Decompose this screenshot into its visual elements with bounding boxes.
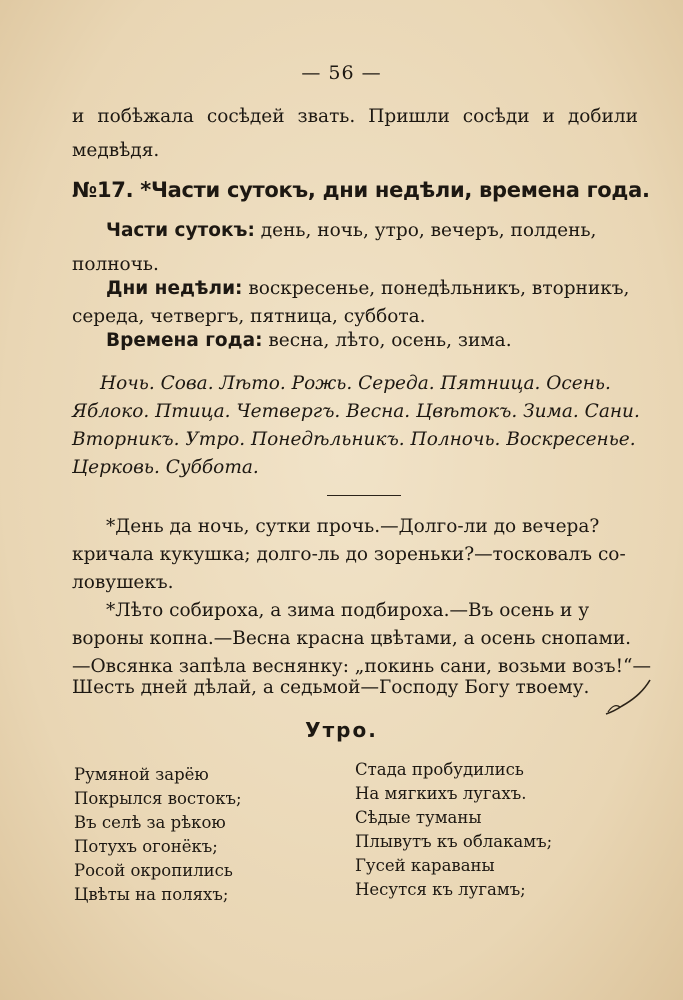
poem-left-line: Росой окропились	[74, 861, 233, 880]
word: и	[72, 106, 85, 127]
poem-title: Утро.	[305, 718, 378, 742]
poem-right-line: Стада пробудились	[355, 760, 524, 779]
parts-of-day-line	[106, 220, 596, 241]
proverb-2-line-1: *Лѣто собироха, а зима подбироха.—Въ осень и у	[106, 600, 590, 621]
proverb-1-line-1: *День да ночь, сутки прочь.—Долго-ли до вечера?	[106, 516, 600, 537]
proverb-2-line-2: вороны копна.—Весна красна цвѣтами, а осень снопами.	[72, 628, 632, 649]
poem-right-line: Несутся къ лугамъ;	[355, 880, 526, 899]
seasons-label: Времена года:	[106, 330, 263, 351]
word: сосѣди	[462, 106, 530, 127]
poem-right-line: Плывутъ къ облакамъ;	[355, 832, 553, 851]
days-of-week-label: Дни недѣли:	[106, 278, 243, 299]
italic-words-line-2: Яблоко. Птица. Четвергъ. Весна. Цвѣтокъ. Зима. Сани.	[72, 401, 640, 422]
word: сосѣдей	[206, 106, 285, 127]
poem-left-line: Румяной зарёю	[74, 765, 209, 784]
poem-left-line: Въ селѣ за рѣкою	[74, 813, 226, 832]
parts-of-day-line-2: полночь.	[72, 254, 159, 275]
poem-left-line: Цвѣты на поляхъ;	[74, 885, 229, 904]
proverb-1-line-3: ловушекъ.	[72, 572, 174, 593]
word: звать.	[297, 106, 356, 127]
days-of-week-text: воскресенье, понедѣльникъ, вторникъ,	[248, 278, 630, 299]
parts-of-day-text: день, ночь, утро, вечеръ, полдень,	[260, 220, 597, 241]
days-of-week-line-2: середа, четвергъ, пятница, суббота.	[72, 306, 426, 327]
intro-line-1	[72, 106, 638, 127]
page-number: — 56 —	[301, 62, 382, 84]
word: добили	[567, 106, 638, 127]
poem-right-line: Гусей караваны	[355, 856, 495, 875]
seasons-text: весна, лѣто, осень, зима.	[268, 330, 512, 351]
poem-left-line: Потухъ огонёкъ;	[74, 837, 218, 856]
seasons-line	[106, 330, 512, 351]
word: Пришли	[368, 106, 450, 127]
section-heading: №17. *Части сутокъ, дни недѣли, времена года.	[72, 178, 650, 202]
proverb-2-line-3: —Овсянка запѣла веснянку: „покинь сани, возьми возъ!“—	[72, 656, 651, 677]
days-of-week-line	[106, 278, 629, 299]
parts-of-day-label: Части сутокъ:	[106, 220, 255, 241]
proverb-2-line-4: Шесть дней дѣлай, а седьмой—Господу Богу твоему.	[72, 677, 590, 698]
word: и	[542, 106, 555, 127]
proverb-1-line-2: кричала кукушка; долго-ль до зореньки?—тосковалъ со-	[72, 544, 626, 565]
poem-left-line: Покрылся востокъ;	[74, 789, 242, 808]
italic-words-line-1: Ночь. Сова. Лѣто. Рожь. Середа. Пятница. Осень.	[100, 373, 611, 394]
divider-rule	[327, 495, 401, 496]
italic-words-line-3: Вторникъ. Утро. Понедѣльникъ. Полночь. Воскресенье.	[72, 429, 636, 450]
poem-right-line: На мягкихъ лугахъ.	[355, 784, 527, 803]
poem-right-line: Сѣдые туманы	[355, 808, 482, 827]
italic-words-line-4: Церковь. Суббота.	[72, 457, 259, 478]
intro-line-2: медвѣдя.	[72, 140, 160, 161]
word: побѣжала	[97, 106, 194, 127]
